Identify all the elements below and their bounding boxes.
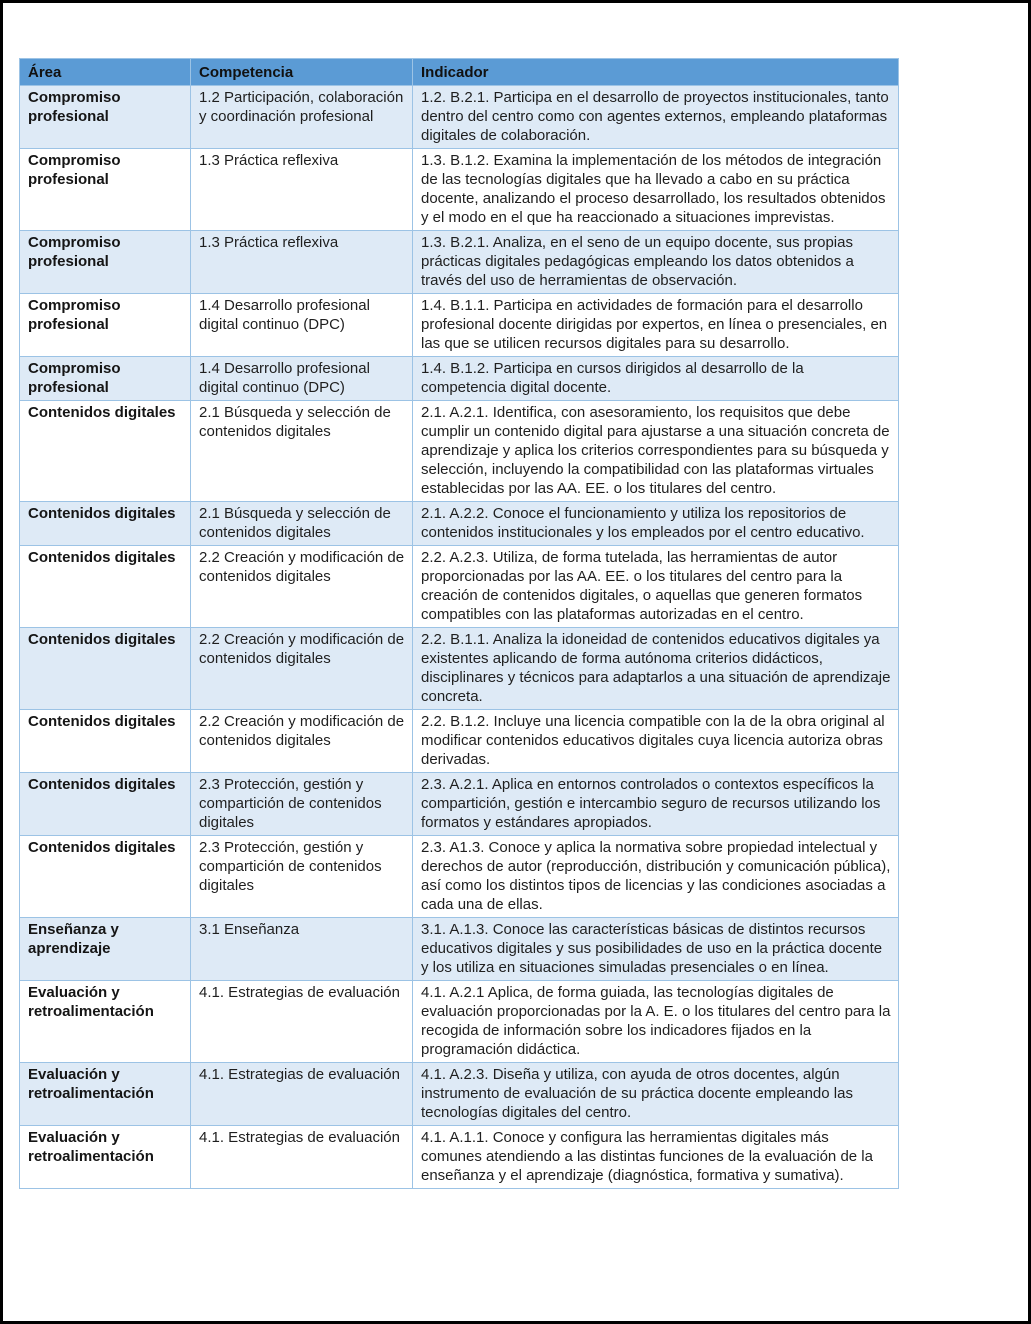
table-row <box>20 502 899 546</box>
table-row <box>20 401 899 502</box>
table-row <box>20 149 899 231</box>
area-cell: Contenidos digitales <box>20 773 191 836</box>
column-header-competencia: Competencia <box>191 59 413 86</box>
indicador-cell: 1.4. B.1.1. Participa en actividades de formación para el desarrollo profesional docente dirigidas por expertos, en línea o presenciales, en las que se utilicen recursos digitales para su desarrollo. <box>413 294 899 357</box>
area-cell: Evaluación y retroalimentación <box>20 1126 191 1189</box>
column-header-area: Área <box>20 59 191 86</box>
competencia-cell: 1.4 Desarrollo profesional digital continuo (DPC) <box>191 357 413 401</box>
competencia-cell: 2.1 Búsqueda y selección de contenidos digitales <box>191 502 413 546</box>
competencia-cell: 2.2 Creación y modificación de contenidos digitales <box>191 628 413 710</box>
indicador-cell: 2.3. A.2.1. Aplica en entornos controlados o contextos específicos la compartición, gestión e intercambio seguro de recursos utilizando los formatos y estándares apropiados. <box>413 773 899 836</box>
table-row <box>20 294 899 357</box>
competencia-cell: 1.3 Práctica reflexiva <box>191 231 413 294</box>
indicador-cell: 2.2. B.1.1. Analiza la idoneidad de contenidos educativos digitales ya existentes aplicando de forma autónoma criterios didácticos, disciplinares y técnicos para adaptarlos a una situación de aprendizaje concreta. <box>413 628 899 710</box>
area-cell: Compromiso profesional <box>20 149 191 231</box>
area-cell: Compromiso profesional <box>20 231 191 294</box>
competencia-cell: 4.1. Estrategias de evaluación <box>191 981 413 1063</box>
table-row <box>20 1126 899 1189</box>
area-cell: Compromiso profesional <box>20 86 191 149</box>
area-cell: Contenidos digitales <box>20 502 191 546</box>
indicador-cell: 2.1. A.2.1. Identifica, con asesoramiento, los requisitos que debe cumplir un contenido digital para ajustarse a una situación concreta de aprendizaje y aplica los criterios correspondientes para su búsqueda y selección, incluyendo la compatibilidad con las plataformas virtuales establecidas por las AA. EE. o los titulares del centro. <box>413 401 899 502</box>
competencia-cell: 2.3 Protección, gestión y compartición de contenidos digitales <box>191 836 413 918</box>
table-row <box>20 836 899 918</box>
competencia-cell: 4.1. Estrategias de evaluación <box>191 1126 413 1189</box>
area-cell: Evaluación y retroalimentación <box>20 1063 191 1126</box>
table-row <box>20 918 899 981</box>
indicador-cell: 1.4. B.1.2. Participa en cursos dirigidos al desarrollo de la competencia digital docente. <box>413 357 899 401</box>
table-row <box>20 981 899 1063</box>
competency-table <box>19 58 899 1189</box>
table-row <box>20 1063 899 1126</box>
indicador-cell: 4.1. A.2.3. Diseña y utiliza, con ayuda de otros docentes, algún instrumento de evaluación de su práctica docente empleando las tecnologías digitales del centro. <box>413 1063 899 1126</box>
area-cell: Contenidos digitales <box>20 546 191 628</box>
competencia-cell: 4.1. Estrategias de evaluación <box>191 1063 413 1126</box>
area-cell: Evaluación y retroalimentación <box>20 981 191 1063</box>
competencia-cell: 3.1 Enseñanza <box>191 918 413 981</box>
competencia-cell: 1.4 Desarrollo profesional digital continuo (DPC) <box>191 294 413 357</box>
area-cell: Contenidos digitales <box>20 836 191 918</box>
table-row <box>20 357 899 401</box>
competencia-cell: 1.2 Participación, colaboración y coordinación profesional <box>191 86 413 149</box>
table-row <box>20 710 899 773</box>
table-row <box>20 231 899 294</box>
competencia-cell: 1.3 Práctica reflexiva <box>191 149 413 231</box>
indicador-cell: 2.1. A.2.2. Conoce el funcionamiento y utiliza los repositorios de contenidos institucionales y los empleados por el centro educativo. <box>413 502 899 546</box>
table-row <box>20 546 899 628</box>
indicador-cell: 2.2. A.2.3. Utiliza, de forma tutelada, las herramientas de autor proporcionadas por las AA. EE. o los titulares del centro para la creación de contenidos digitales, o aquellas que generen formatos compatibles con las plataformas autorizadas en el centro. <box>413 546 899 628</box>
area-cell: Contenidos digitales <box>20 710 191 773</box>
area-cell: Enseñanza y aprendizaje <box>20 918 191 981</box>
indicador-cell: 4.1. A.1.1. Conoce y configura las herramientas digitales más comunes atendiendo a las distintas funciones de la evaluación de la enseñanza y el aprendizaje (diagnóstica, formativa y sumativa). <box>413 1126 899 1189</box>
area-cell: Compromiso profesional <box>20 294 191 357</box>
table-header-row <box>20 59 899 86</box>
area-cell: Contenidos digitales <box>20 628 191 710</box>
indicador-cell: 2.3. A1.3. Conoce y aplica la normativa sobre propiedad intelectual y derechos de autor (reproducción, distribución y comunicación pública), así como los distintos tipos de licencias y las condiciones asociadas a cada una de ellas. <box>413 836 899 918</box>
area-cell: Compromiso profesional <box>20 357 191 401</box>
table-row <box>20 86 899 149</box>
indicador-cell: 4.1. A.2.1 Aplica, de forma guiada, las tecnologías digitales de evaluación proporcionadas por la A. E. o los titulares del centro para la recogida de información sobre los indicadores fijados en la programación didáctica. <box>413 981 899 1063</box>
competencia-cell: 2.2 Creación y modificación de contenidos digitales <box>191 546 413 628</box>
competencia-cell: 2.3 Protección, gestión y compartición de contenidos digitales <box>191 773 413 836</box>
area-cell: Contenidos digitales <box>20 401 191 502</box>
indicador-cell: 3.1. A.1.3. Conoce las características básicas de distintos recursos educativos digitales y sus posibilidades de uso en la práctica docente y los utiliza en situaciones simuladas presenciales o en línea. <box>413 918 899 981</box>
table-row <box>20 773 899 836</box>
indicador-cell: 2.2. B.1.2. Incluye una licencia compatible con la de la obra original al modificar contenidos educativos digitales cuya licencia autoriza obras derivadas. <box>413 710 899 773</box>
indicador-cell: 1.3. B.1.2. Examina la implementación de los métodos de integración de las tecnologías digitales que ha llevado a cabo en su práctica docente, analizando el proceso desarrollado, los resultados obtenidos y el modo en el que ha reaccionado a situaciones imprevistas. <box>413 149 899 231</box>
table-row <box>20 628 899 710</box>
competencia-cell: 2.2 Creación y modificación de contenidos digitales <box>191 710 413 773</box>
competencia-cell: 2.1 Búsqueda y selección de contenidos digitales <box>191 401 413 502</box>
indicador-cell: 1.3. B.2.1. Analiza, en el seno de un equipo docente, sus propias prácticas digitales pedagógicas empleando los datos obtenidos a través del uso de herramientas de observación. <box>413 231 899 294</box>
column-header-indicador: Indicador <box>413 59 899 86</box>
indicador-cell: 1.2. B.2.1. Participa en el desarrollo de proyectos institucionales, tanto dentro del centro como con agentes externos, empleando plataformas digitales de colaboración. <box>413 86 899 149</box>
